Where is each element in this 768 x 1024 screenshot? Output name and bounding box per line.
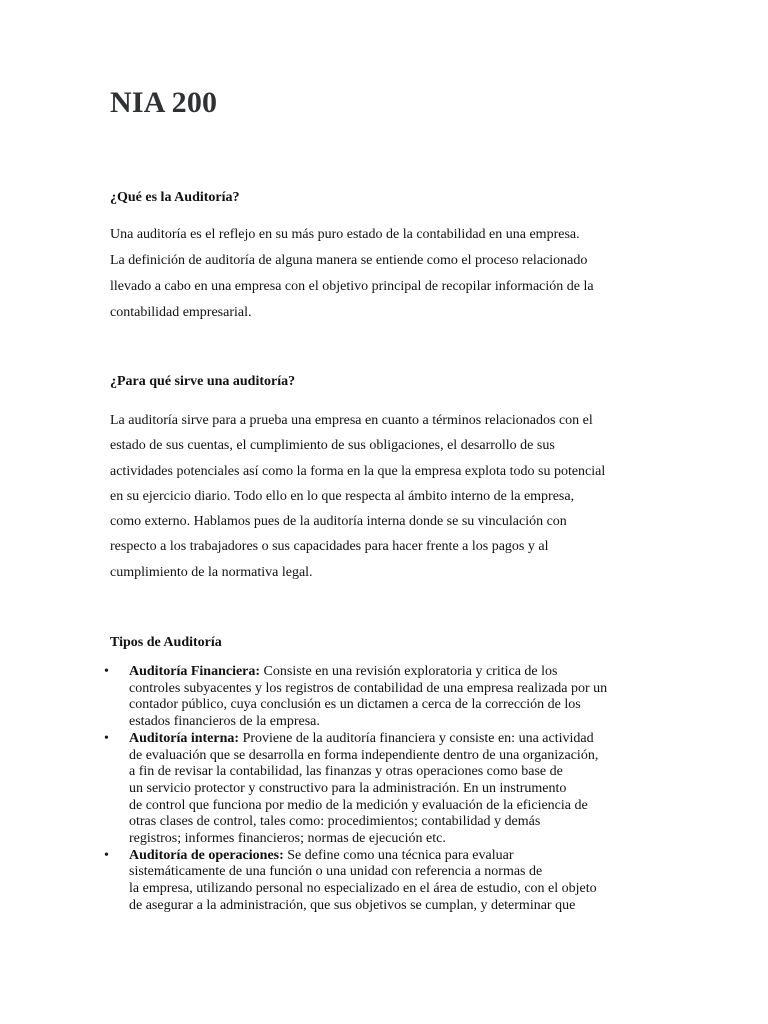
list-item-line: otras clases de control, tales como: procedimientos; contabilidad y demás	[129, 814, 541, 830]
paragraph-line: actividades potenciales así como la forma en la que la empresa explota todo su potencial	[110, 463, 606, 479]
list-item-line: a fin de revisar la contabilidad, las finanzas y otras operaciones como base de	[129, 764, 563, 780]
paragraph-line: en su ejercicio diario. Todo ello en lo que respecta al ámbito interno de la empresa,	[110, 488, 575, 504]
bullet-icon: •	[104, 730, 109, 746]
document-title: NIA 200	[110, 86, 218, 119]
list-item-term: Auditoría Financiera:	[129, 664, 261, 679]
list-item-line: controles subyacentes y los registros de contabilidad de una empresa realizada por un	[129, 680, 608, 696]
paragraph-line: La auditoría sirve para a prueba una empresa en cuanto a términos relacionados con el	[110, 413, 593, 428]
list-item-first-line	[129, 731, 664, 748]
section-paragraph-para-que	[110, 408, 670, 585]
paragraph-line: como externo. Hablamos pues de la auditoría interna donde se su vinculación con	[110, 514, 567, 530]
list-item-line: sistemáticamente de una función o una unidad con referencia a normas de	[129, 864, 543, 880]
list-item-term: Auditoría interna:	[129, 730, 240, 746]
paragraph-line: La definición de auditoría de alguna manera se entiende como el proceso relacionado	[110, 253, 588, 268]
list-item-first-line	[129, 848, 664, 865]
list-item-line: la empresa, utilizando personal no especializado en el área de estudio, con el objeto	[129, 881, 597, 897]
paragraph-line: llevado a cabo en una empresa con el objetivo principal de recopilar información de la	[110, 279, 594, 294]
section-heading-tipos: Tipos de Auditoría	[110, 635, 222, 650]
tipos-auditoria-list	[104, 664, 664, 915]
paragraph-line: cumplimiento de la normativa legal.	[110, 564, 313, 580]
list-item-first-line	[129, 664, 664, 681]
list-item-term: Auditoría de operaciones:	[129, 847, 284, 863]
paragraph-line: respecto a los trabajadores o sus capacidades para hacer frente a los pagos y al	[110, 539, 549, 555]
section-heading-que-es: ¿Qué es la Auditoría?	[110, 190, 240, 205]
list-item-text: Consiste en una revisión exploratoria y critica de los	[260, 664, 558, 679]
list-item-line: estados financieros de la empresa.	[129, 714, 320, 730]
list-item-text: Se define como una técnica para evaluar	[283, 847, 514, 863]
list-item-line: de control que funciona por medio de la medición y evaluación de la eficiencia de	[129, 797, 588, 813]
section-heading-para-que: ¿Para qué sirve una auditoría?	[110, 374, 296, 389]
list-item-line: un servicio protector y constructivo para la administración. En un instrumento	[129, 780, 567, 796]
bullet-icon: •	[104, 847, 109, 863]
list-item-text: Proviene de la auditoría financiera y consiste en: una actividad	[239, 730, 594, 746]
list-item-auditoria-financiera	[104, 664, 664, 731]
list-item-line: registros; informes financieros; normas de ejecución etc.	[129, 831, 446, 847]
list-item-auditoria-operaciones	[104, 848, 664, 915]
section-paragraph-que-es	[110, 222, 670, 326]
list-item-line: de evaluación que se desarrolla en forma independiente dentro de una organización,	[129, 747, 599, 763]
list-item-line: contador público, cuya conclusión es un dictamen a cerca de la corrección de los	[129, 697, 581, 713]
bullet-icon: •	[104, 664, 109, 679]
paragraph-line: Una auditoría es el reflejo en su más puro estado de la contabilidad en una empresa.	[110, 227, 580, 242]
paragraph-line: estado de sus cuentas, el cumplimiento de sus obligaciones, el desarrollo de sus	[110, 438, 555, 454]
paragraph-line: contabilidad empresarial.	[110, 305, 252, 320]
list-item-auditoria-interna	[104, 731, 664, 848]
list-item-line: de asegurar a la administración, que sus objetivos se cumplan, y determinar que	[129, 897, 576, 913]
